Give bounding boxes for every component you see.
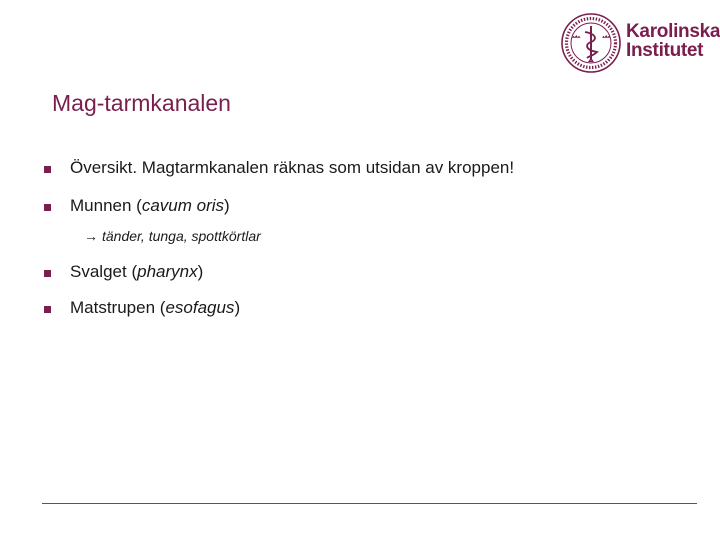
slide-title: Mag-tarmkanalen [52,90,231,116]
footer-divider [42,503,697,504]
logo-wordmark [626,22,720,60]
square-bullet-icon [44,270,51,277]
latin-term: esofagus [165,298,235,317]
paren-close: ) [224,196,230,215]
bullet-item [42,297,240,319]
karolinska-seal-icon [560,12,622,74]
square-bullet-icon [44,306,51,313]
latin-term: cavum oris [141,196,225,215]
paren-open: ( [136,196,142,215]
square-bullet-icon [44,166,51,173]
paren-close: ) [197,262,204,281]
sub-bullet-text: tänder, tunga, spottkörtlar [102,228,261,244]
sub-bullet-item [84,228,261,244]
right-arrow-icon: → [84,228,98,244]
latin-term: pharynx [137,262,198,281]
karolinska-logo [560,8,718,74]
bullet-item [42,157,514,179]
bullet-text: Översikt. Magtarmkanalen räknas som utsidan av kroppen! [70,158,515,177]
logo-line-1: Karolinska [626,21,720,42]
square-bullet-icon [44,204,51,211]
paren-close: ) [234,298,241,317]
bullet-item [42,261,203,283]
bullet-item [42,195,230,217]
paren-open: ( [131,262,138,281]
paren-open: ( [159,298,166,317]
bullet-main-text: Svalget [70,262,132,281]
logo-line-2: Institutet [626,40,704,61]
bullet-main-text: Munnen [70,196,137,215]
bullet-main-text: Matstrupen [70,298,160,317]
